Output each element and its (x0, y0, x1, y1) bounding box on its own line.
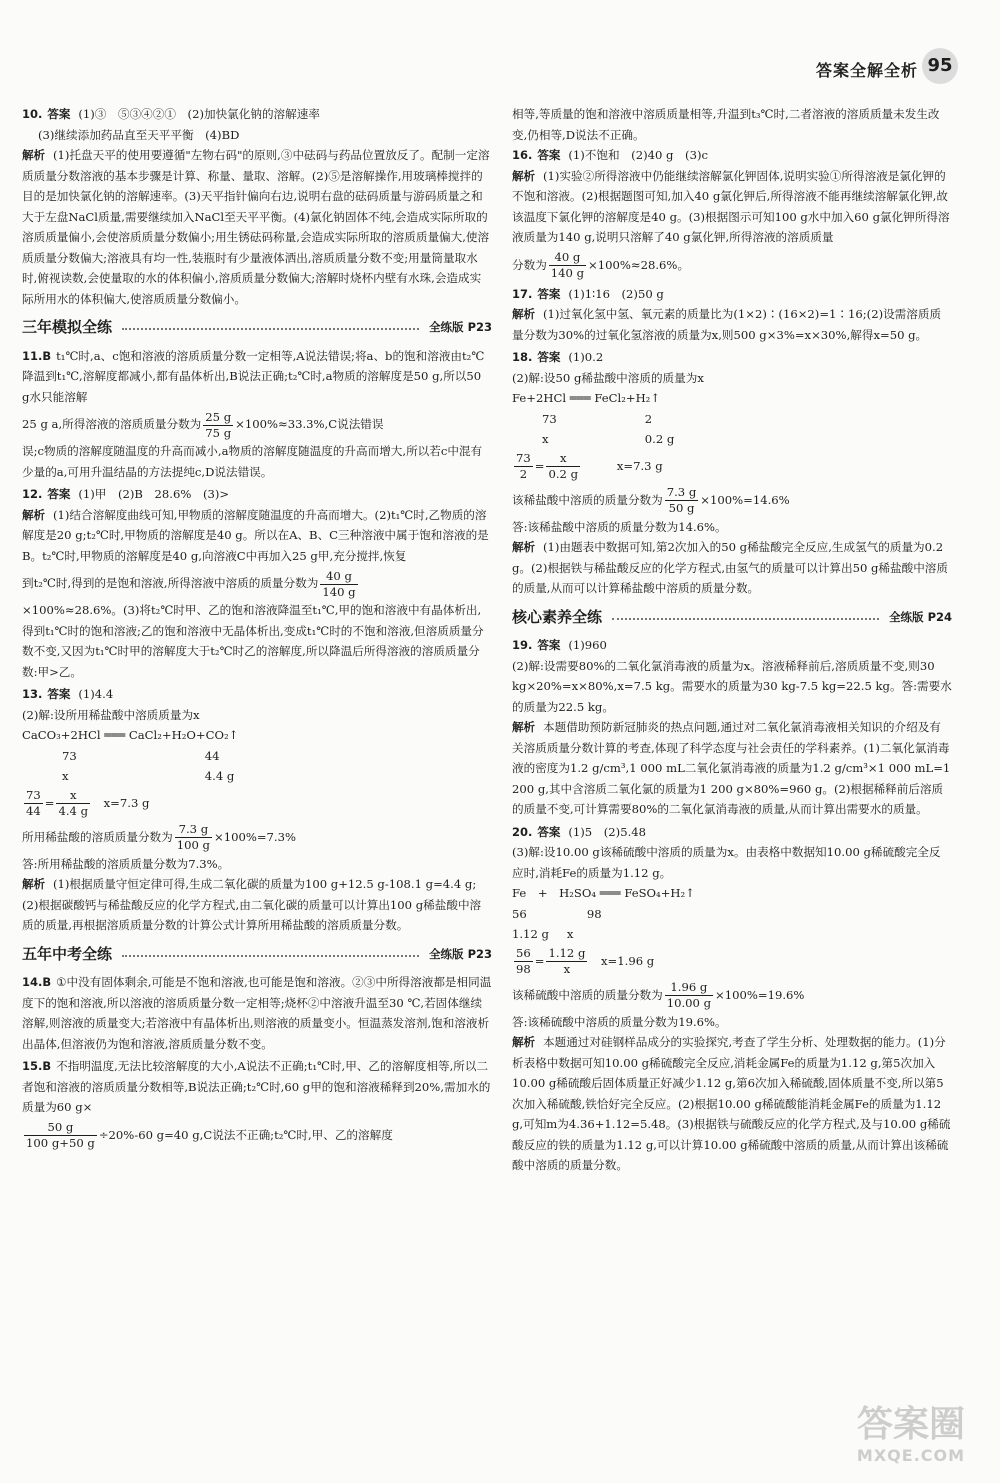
question-text: 误;c物质的溶解度随温度的升高而减小,a物质的溶解度随温度的升高而增大,所以若c中混有少量的a,可用升温结晶的方法提纯c,D说法错误。 (22, 444, 483, 479)
analysis-text: (1)结合溶解度曲线可知,甲物质的溶解度随温度的升高而增大。(2)t₁℃时,乙物质的溶解度是20 g;t₂℃时,甲物质的溶解度是40 g。所以在A、B、C三种溶液中属于饱和溶液的是B。t₂℃时,甲物质的溶解度是40 g,向溶液C中再加入25 g甲,充分搅拌,恢复 (22, 507, 489, 563)
mass-fraction-text: ×100%=19.6% (715, 987, 805, 1002)
solution-intro: (3)解:设10.00 g该稀硫酸中溶质的质量为x。由表格中数据知10.00 g稀硫酸完全反应时,消耗Fe的质量为1.12 g。 (512, 845, 941, 880)
answer-tag: 答案 (537, 350, 561, 364)
chemical-equation: Fe+2HCl ═══ FeCl₂+H₂↑ (512, 391, 661, 405)
section-header (512, 607, 952, 628)
ratio-result: x=7.3 g (103, 795, 150, 810)
fraction: $\frac{x}{0.2 g}$ (548, 451, 579, 481)
question-text: t₁℃时,a、c饱和溶液的溶质质量分数一定相等,A说法错误;将a、b的饱和溶液由t₂℃降温到t₁℃,溶解度都减小,都有晶体析出,B说法正确;t₂℃时,a物质的溶解度是50 g,所以50 g水只能溶解 (22, 348, 485, 404)
fraction: $\frac{56}{98}$ (516, 946, 531, 976)
mass-fraction-text: 所用稀盐酸的溶质质量分数为 (22, 829, 173, 844)
question-text: 不指明温度,无法比较溶解度的大小,A说法不正确;t₁℃时,甲、乙的溶解度相等,所以二者饱和溶液的溶质质量分数相等,B说法正确;t₂℃时,60 g甲的饱和溶液稀释到20%,需加水的质量为60 g× (22, 1059, 491, 1114)
question-14 (22, 972, 492, 1054)
question-number: 13. (22, 687, 43, 701)
fraction: $\frac{40 g}{140 g}$ (550, 250, 585, 280)
answer-text: (3)继续添加药品直至天平平衡 (4)BD (38, 127, 240, 142)
question-number: 14.B (22, 975, 52, 989)
answer-text: (1)0.2 (568, 350, 604, 364)
question-number: 16. (512, 148, 533, 162)
analysis-tag: 解析 (512, 720, 535, 734)
question-19 (512, 635, 952, 820)
solution-intro: (2)解:设50 g稀盐酸中溶质的质量为x (512, 370, 704, 385)
page-header (0, 0, 1000, 90)
fraction: $\frac{7.3 g}{50 g}$ (666, 485, 697, 515)
equation-table: 56 98 1.12 g x (512, 906, 602, 941)
question-18: 18. 答案 (1)0.2 (2)解:设50 g稀盐酸中溶质的质量为x Fe+2HCl ═══ FeCl₂+H₂↑ 73 2 x 0.2 g $\frac{73}{2}$ = $\frac{x}{0.2 g}$ x=7.3 g 该稀盐酸中溶质的质量分数为 $\frac{7.3 g}{50 g}$ ×100%=14.6% 答:该稀盐酸中溶质的质量分数为14.6%。 解析 (1)由题表中数据可知,第2次加入的50 g稀盐酸完全反应,生成氢气的质量为0.2 g。(2)根据铁与稀盐酸反应的化学方程式,由氢气的质量可以计算出50 g稀盐酸中溶质的质量,从而可以计算稀盐酸中溶质的质量分数。 (512, 347, 952, 599)
answer-tag: 答案 (537, 638, 561, 652)
question-13: 13. 答案 (1)4.4 (2)解:设所用稀盐酸中溶质质量为x CaCO₃+2HCl ═══ CaCl₂+H₂O+CO₂↑ 73 44 x 4.4 g $\frac{73}{44}$ = $\frac{x}{4.4 g}$ x=7.3 g 所用稀盐酸的溶质质量分数为 $\frac{7.3 g}{100 g}$ ×100%=7.3% 答:所用稀盐酸的溶质质量分数为7.3%。 解析 (1)根据质量守恒定律可得,生成二氧化碳的质量为100 g+12.5 g-108.1 g=4.4 g;(2)根据碳酸钙与稀盐酸反应的化学方程式,由二氧化碳的质量可以计算出100 g稀盐酸中溶质的质量,再根据溶质质量分数的计算公式计算所用稀盐酸的溶质质量分数。 (22, 684, 492, 936)
analysis-text: 本题借助预防新冠肺炎的热点问题,通过对二氧化氯消毒液相关知识的介绍及有关溶质质量分数计算的考查,体现了科学态度与社会责任的学科素养。(1)二氧化氯消毒液的密度为1.2 g/cm³,1 000 mL二氧化氯消毒液的质量为1.2 g/cm³×1 000 mL=1 200 g,其中含溶质二氧化氯的质量为1 200 g×80%=960 g。(2)根据稀释前后溶质的质量不变,可计算需要80%的二氧化氯消毒液的质量,从而计算出需要水的质量。 (512, 720, 951, 816)
mass-fraction-text: ×100%=14.6% (700, 492, 790, 507)
analysis-tag: 解析 (22, 877, 45, 891)
question-number: 10. (22, 107, 43, 121)
analysis-text: (1)过氧化氢中氢、氧元素的质量比为(1×2)∶(16×2)=1∶16;(2)设需溶质质量分数为30%的过氧化氢溶液的质量为x,则500 g×3%=x×30%,解得x=50 g。 (512, 307, 942, 342)
answer-tag: 答案 (537, 148, 561, 162)
answer-tag: 答案 (47, 487, 71, 501)
question-number: 18. (512, 350, 533, 364)
fraction: $\frac{40 g}{140 g}$ (322, 568, 356, 599)
fraction: $\frac{x}{4.4 g}$ (58, 788, 89, 818)
fraction: $\frac{73}{2}$ (516, 451, 531, 481)
page-number: 95 (922, 48, 958, 84)
analysis-tag: 解析 (512, 307, 535, 321)
answer-text: (1)1∶16 (2)50 g (568, 286, 664, 301)
answer-text: (1)960 (568, 638, 607, 652)
section-title: 五年中考全练 (22, 944, 113, 963)
question-17 (512, 284, 952, 346)
question-number: 19. (512, 638, 533, 652)
equation-table: 73 44 x 4.4 g (62, 748, 235, 783)
analysis-text: ×100%≈28.6%。 (588, 257, 690, 272)
analysis-text: 分数为 (512, 257, 547, 272)
question-number: 17. (512, 286, 533, 301)
fraction: $\frac{50 g}{100 g+50 g}$ (26, 1120, 95, 1150)
question-text: 25 g a,所得溶液的溶质质量分数为 (22, 417, 202, 431)
mass-fraction-text: 该稀盐酸中溶质的质量分数为 (512, 492, 663, 507)
question-11 (22, 346, 492, 483)
section-ref: 全练版 P24 (889, 609, 952, 624)
left-column (22, 104, 492, 1154)
question-20: 20. 答案 (1)5 (2)5.48 (3)解:设10.00 g该稀硫酸中溶质的质量为x。由表格中数据知10.00 g稀硫酸完全反应时,消耗Fe的质量为1.12 g。 Fe + H₂SO₄ ═══ FeSO₄+H₂↑ 56 98 1.12 g x $\frac{56}{98}$ = $\frac{1.12 g}{x}$ x=1.96 g 该稀硫酸中溶质的质量分数为 $\frac{1.96 g}{10.00 g}$ ×100%=19.6% 答:该稀硫酸中溶质的质量分数为19.6%。 解析 本题通过对硅钢样品成分的实验探究,考查了学生分析、处理数据的能力。(1)分析表格中数据可知10.00 g稀硫酸完全反应,消耗金属Fe的质量为1.12 g,第5次加入10.00 g稀硫酸后固体质量正好减少1.12 g,第6次加入稀硫酸,固体质量不变,所以第5次加入稀硫酸,铁恰好完全反应。(2)根据10.00 g稀硫酸能消耗金属Fe的质量为1.12 g,可知m为4.36+1.12=5.48。(3)根据铁与硫酸反应的化学方程式,及与10.00 g稀硫酸反应的铁的质量为1.12 g,可以计算10.00 g稀硫酸中溶质的质量,从而计算出该稀硫酸中溶质的质量分数。 (512, 824, 951, 1172)
question-number: 15.B (22, 1059, 52, 1073)
analysis-tag: 解析 (22, 148, 45, 162)
analysis-text: (1)实验②所得溶液中仍能继续溶解氯化钾固体,说明实验①所得溶液是氯化钾的不饱和溶液。(2)根据题图可知,加入40 g氯化钾后,所得溶液不能再继续溶解氯化钾,故该温度下氯化钾的溶解度是40 g。(3)根据图示可知100 g水中加入60 g氯化钾所得溶液质量为140 g,说明只溶解了40 g氯化钾,所得溶液的溶质质量 (512, 168, 950, 244)
fraction: $\frac{1.96 g}{10.00 g}$ (666, 980, 712, 1010)
conclusion: 答:该稀硫酸中溶质的质量分数为19.6%。 (512, 1014, 727, 1029)
answer-text: (1)5 (2)5.48 (568, 824, 647, 839)
solution-intro: (2)解:设所用稀盐酸中溶质质量为x (22, 707, 200, 722)
answer-tag: 答案 (47, 107, 71, 121)
question-16 (512, 145, 952, 282)
answer-text: (1)③ ⑤③④②① (2)加快氯化钠的溶解速率 (78, 107, 320, 121)
analysis-text: 到t₂℃时,得到的是饱和溶液,所得溶液中溶质的质量分数为 (22, 576, 319, 590)
section-divider (122, 328, 419, 330)
section-title: 三年模拟全练 (22, 318, 113, 336)
right-column (512, 104, 952, 1178)
question-10 (22, 104, 492, 309)
question-number: 20. (512, 824, 533, 839)
fraction: $\frac{25 g}{75 g}$ (205, 409, 232, 440)
fraction: $\frac{73}{44}$ (26, 788, 41, 818)
section-ref: 全练版 P23 (429, 320, 492, 334)
analysis-text: (1)托盘天平的使用要遵循"左物右码"的原则,③中砝码与药品位置放反了。配制一定溶质质量分数溶液的基本步骤是计算、称量、量取、溶解。(2)⑤是溶解操作,用玻璃棒搅拌的目的是加快氯化钠的溶解速率。(3)天平指针偏向右边,说明右盘的砝码质量与游码质量之和大于左盘NaCl质量,需要继续加入NaCl至天平平衡。(4)氯化钠固体不纯,会造成实际所取的溶质质量偏小,会使溶质质量分数偏小;用生锈砝码称量,会造成实际所取的溶质质量偏大,使溶质质量分数偏大;溶液具有均一性,装瓶时有少量液体洒出,溶质质量分数不变;用量筒量取水时,俯视读数,会使量取的水的体积偏小,溶质质量分数偏大;溶解时烧杯内壁有水珠,会造成实际所用水的体积偏大,使溶质质量分数偏小。 (22, 148, 490, 306)
question-15-continued: 相等,等质量的饱和溶液中溶质质量相等,升温到t₃℃时,二者溶液的溶质质量未发生改变,仍相等,D说法不正确。 (512, 107, 940, 142)
mass-fraction-text: 该稀硫酸中溶质的质量分数为 (512, 987, 663, 1002)
question-number: 12. (22, 487, 43, 501)
ratio-result: x=1.96 g (601, 953, 655, 968)
watermark-logo: 答案圈 MXQE.COM (856, 1404, 966, 1465)
analysis-text: 本题通过对硅钢样品成分的实验探究,考查了学生分析、处理数据的能力。(1)分析表格中数据可知10.00 g稀硫酸完全反应,消耗金属Fe的质量为1.12 g,第5次加入10.00 g稀硫酸后固体质量正好减少1.12 g,第6次加入稀硫酸,固体质量不变,所以第5次加入稀硫酸,铁恰好完全反应。(2)根据10.00 g稀硫酸能消耗金属Fe的质量为1.12 g,可知m为4.36+1.12=5.48。(3)根据铁与硫酸反应的化学方程式,及与10.00 g稀硫酸反应的铁的质量为1.12 g,可以计算10.00 g稀硫酸中溶质的质量,从而计算出该稀硫酸中溶质的质量分数。 (512, 1035, 951, 1172)
analysis-text: (1)根据质量守恒定律可得,生成二氧化碳的质量为100 g+12.5 g-108.1 g=4.4 g;(2)根据碳酸钙与稀盐酸反应的化学方程式,由二氧化碳的质量可以计算出100 g稀盐酸中溶质的质量,再根据溶质质量分数的计算公式计算所用稀盐酸的溶质质量分数。 (22, 877, 482, 932)
question-15 (22, 1056, 492, 1152)
conclusion: 答:该稀盐酸中溶质的质量分数为14.6%。 (512, 519, 727, 534)
section-title: 核心素养全练 (512, 607, 603, 626)
question-text: ①中没有固体剩余,可能是不饱和溶液,也可能是饱和溶液。②③中所得溶液都是相同温度下的饱和溶液,所以溶液的溶质质量分数一定相等;烧杯②中溶液升温至30 ℃,若固体继续溶解,则溶液的质量变大;若溶液中有晶体析出,则溶液的质量变小。恒温蒸发溶剂,饱和溶液析出晶体,但溶液仍为饱和溶液,溶质质量分数不变。 (22, 975, 492, 1051)
answer-tag: 答案 (537, 286, 561, 301)
section-ref: 全练版 P23 (429, 946, 492, 961)
header-title: 答案全解全析 (815, 61, 918, 80)
question-number: 11.B (22, 348, 52, 363)
section-divider (122, 955, 419, 957)
question-12 (22, 484, 492, 682)
solution-text: (2)解:设需要80%的二氧化氯消毒液的质量为x。溶液稀释前后,溶质质量不变,则30 kg×20%=x×80%,x=7.5 kg。需要水的质量为30 kg-7.5 kg=22.5 kg。答:需要水的质量为22.5 kg。 (512, 658, 952, 714)
section-header (22, 317, 492, 338)
analysis-tag: 解析 (512, 540, 535, 554)
chemical-equation: CaCO₃+2HCl ═══ CaCl₂+H₂O+CO₂↑ (22, 728, 239, 742)
analysis-text: (1)由题表中数据可知,第2次加入的50 g稀盐酸完全反应,生成氢气的质量为0.2 g。(2)根据铁与稀盐酸反应的化学方程式,由氢气的质量可以计算出50 g稀盐酸中溶质的质量,从而可以计算稀盐酸中溶质的质量分数。 (512, 540, 948, 595)
section-divider (612, 618, 879, 620)
answer-text: (1)不饱和 (2)40 g (3)c (568, 148, 708, 162)
answer-tag: 答案 (537, 824, 561, 839)
question-text: ×100%≈33.3%,C说法错误 (235, 417, 384, 431)
mass-fraction-text: ×100%=7.3% (213, 829, 297, 844)
chemical-equation: Fe + H₂SO₄ ═══ FeSO₄+H₂↑ (512, 886, 695, 900)
ratio-result: x=7.3 g (616, 458, 663, 473)
analysis-tag: 解析 (512, 168, 535, 183)
analysis-text: ×100%≈28.6%。(3)将t₂℃时甲、乙的饱和溶液降温至t₁℃,甲的饱和溶液中有晶体析出,得到t₁℃时的饱和溶液;乙的饱和溶液中无晶体析出,变成t₁℃时的不饱和溶液,但溶质质量分数不变,又因为t₁℃时甲的溶解度大于t₂℃时乙的溶解度,所以降温后所得溶液的溶质质量分数:甲>乙。 (22, 603, 484, 679)
answer-text: (1)甲 (2)B 28.6% (3)> (78, 487, 230, 501)
fraction: $\frac{1.12 g}{x}$ (548, 946, 586, 976)
analysis-tag: 解析 (512, 1035, 535, 1049)
conclusion: 答:所用稀盐酸的溶质质量分数为7.3%。 (22, 856, 230, 871)
equation-table: 73 2 x 0.2 g (542, 411, 675, 446)
answer-tag: 答案 (47, 687, 71, 701)
answer-text: (1)4.4 (78, 687, 114, 701)
question-text: ÷20%-60 g=40 g,C说法不正确;t₂℃时,甲、乙的溶解度 (98, 1127, 393, 1142)
fraction: $\frac{7.3 g}{100 g}$ (176, 822, 210, 852)
analysis-tag: 解析 (22, 507, 45, 522)
section-header (22, 944, 492, 965)
